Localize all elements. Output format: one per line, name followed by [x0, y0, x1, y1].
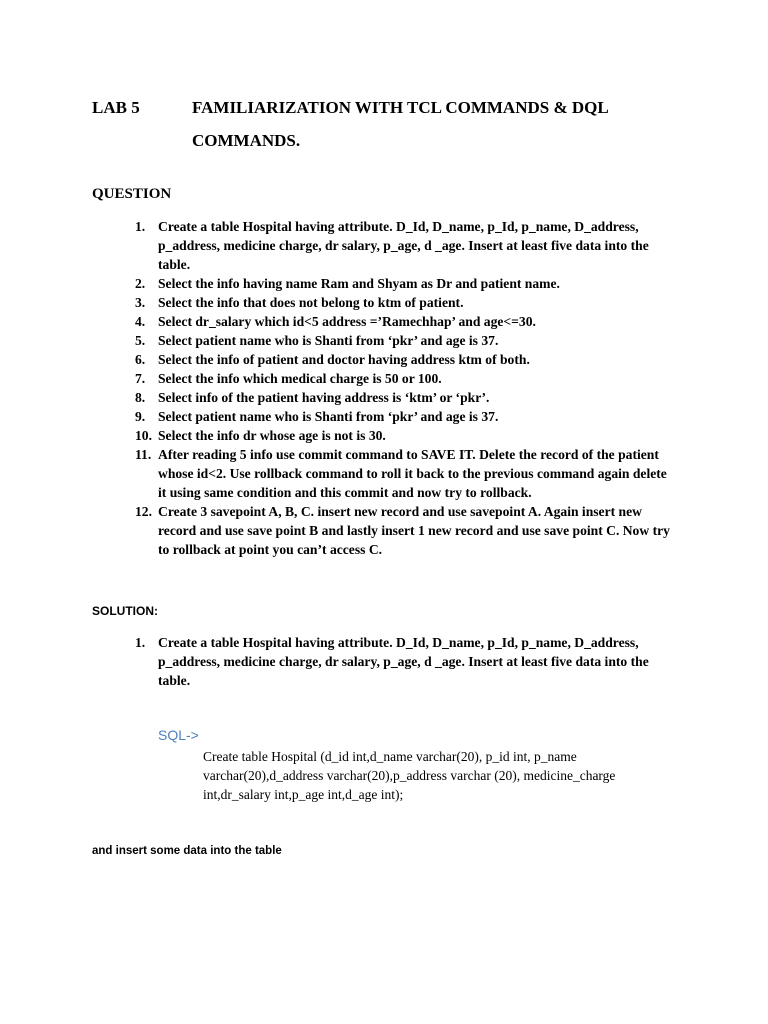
- solution-list: [116, 633, 676, 690]
- list-item: 12. Create 3 savepoint A, B, C. insert new record and use savepoint A. Again insert new record and use save point B and lastly insert 1 new record and use save point C. Now try to rollback at point you can’t access C.: [135, 504, 670, 557]
- sql-label: SQL->: [158, 727, 199, 743]
- list-item: 7. Select the info which medical charge is 50 or 100.: [135, 371, 442, 386]
- list-item: 4. Select dr_salary which id<5 address =’Ramechhap’ and age<=30.: [135, 314, 536, 329]
- question-list: [116, 217, 676, 559]
- solution-heading: SOLUTION:: [92, 604, 158, 618]
- list-item: 10. Select the info dr whose age is not is 30.: [135, 428, 386, 443]
- lab-title: FAMILIARIZATION WITH TCL COMMANDS & DQL COMMANDS.: [192, 98, 608, 150]
- list-item: 1. Create a table Hospital having attribute. D_Id, D_name, p_Id, p_name, D_address, p_address, medicine charge, dr salary, p_age, d _age. Insert at least five data into the table.: [135, 219, 649, 272]
- sql-block: [158, 727, 658, 804]
- list-item: 8. Select info of the patient having address is ‘ktm’ or ‘pkr’.: [135, 390, 490, 405]
- list-item: 9. Select patient name who is Shanti from ‘pkr’ and age is 37.: [135, 409, 499, 424]
- insert-note: and insert some data into the table: [92, 845, 282, 857]
- list-item: 6. Select the info of patient and doctor having address ktm of both.: [135, 352, 530, 367]
- lab-number: LAB 5: [92, 98, 140, 117]
- list-item: 5. Select patient name who is Shanti from ‘pkr’ and age is 37.: [135, 333, 499, 348]
- list-item: 1. Create a table Hospital having attribute. D_Id, D_name, p_Id, p_name, D_address, p_address, medicine charge, dr salary, p_age, d _age. Insert at least five data into the table.: [135, 635, 649, 688]
- list-item: 11. After reading 5 info use commit command to SAVE IT. Delete the record of the patient whose id<2. Use rollback command to roll it back to the previous command again delete it using same condition and this commit and now try to rollback.: [135, 447, 667, 500]
- list-item: 2. Select the info having name Ram and Shyam as Dr and patient name.: [135, 276, 560, 291]
- question-heading: QUESTION: [92, 186, 172, 202]
- list-item: 3. Select the info that does not belong to ktm of patient.: [135, 295, 464, 310]
- sql-code: Create table Hospital (d_id int,d_name varchar(20), p_id int, p_name varchar(20),d_address varchar(20),p_address varchar (20), medicine_charge int,dr_salary int,p_age int,d_age int);: [203, 749, 616, 802]
